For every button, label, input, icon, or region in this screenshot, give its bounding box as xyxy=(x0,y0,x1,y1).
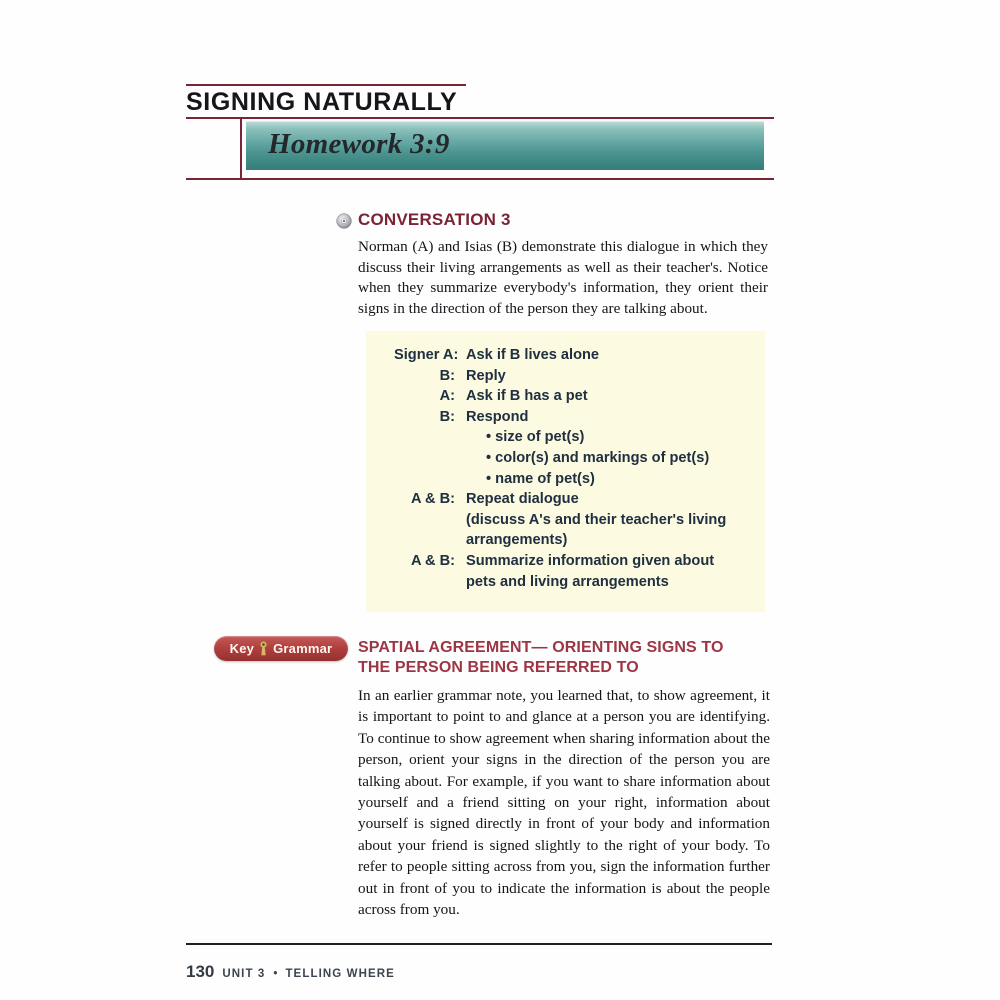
dialogue-row xyxy=(394,386,755,407)
book-brand-title: SIGNING NATURALLY xyxy=(186,88,458,116)
dialogue-row xyxy=(394,572,755,593)
grammar-note-section xyxy=(358,638,770,920)
dialogue-speaker-label xyxy=(394,530,466,551)
dialogue-row xyxy=(394,551,755,572)
dialogue-speaker-label xyxy=(394,427,466,448)
dialogue-box xyxy=(366,331,765,612)
footer-separator-dot: • xyxy=(273,968,278,980)
dialogue-row xyxy=(394,345,755,366)
dialogue-row xyxy=(394,407,755,428)
key-icon xyxy=(258,640,269,657)
dialogue-speaker-label: A & B: xyxy=(410,491,455,508)
dialogue-speaker-label: A & B: xyxy=(410,552,455,569)
dialogue-row xyxy=(394,366,755,387)
dialogue-instruction-text: Ask if B lives alone xyxy=(466,347,600,363)
grammar-heading-line-2: THE PERSON BEING REFERRED TO xyxy=(358,659,639,676)
masthead-rule-middle xyxy=(186,117,774,119)
dialogue-row xyxy=(394,469,755,490)
masthead-rule-top xyxy=(186,84,466,86)
grammar-heading xyxy=(358,638,770,678)
footer-rule xyxy=(186,943,772,945)
dialogue-list xyxy=(394,345,755,592)
conversation-intro-text: Norman (A) and Isias (B) demonstrate this dialogue in which they discuss their living arrangements as well as their teacher's. Notice when they summarize everybody's information, they orient their signs in the direction of the person they are talking about. xyxy=(358,238,768,317)
dialogue-row xyxy=(394,448,755,469)
conversation-heading xyxy=(358,210,768,234)
dialogue-speaker-label: B: xyxy=(439,367,455,384)
masthead-rule-bottom xyxy=(186,178,774,180)
conversation-title: CONVERSATION 3 xyxy=(358,210,511,229)
homework-banner xyxy=(246,121,764,170)
dialogue-speaker-label xyxy=(394,510,466,531)
footer-section-label: TELLING WHERE xyxy=(285,968,395,980)
dialogue-row xyxy=(394,510,755,531)
badge-label-grammar: Grammar xyxy=(273,641,333,656)
page-footer xyxy=(186,962,395,982)
grammar-body-text: In an earlier grammar note, you learned that, to show agreement, it is important to point to and glance at a person you are identifying. To continue to show agreement when sharing information about the person, orient your signs in the direction of the person you are talking about. For example, if you want to share information about yourself and a friend sitting on your right, information about yourself is signed directly in front of your body and information about your friend is signed slightly to the right of your body. To refer to people sitting across from you, sign the information further out in front of you to indicate the information is about the people across from you. xyxy=(358,687,770,919)
dialogue-instruction-text: Respond xyxy=(466,408,529,425)
badge-label-key: Key xyxy=(229,641,255,656)
dialogue-bullet-item: • size of pet(s) xyxy=(486,429,585,446)
dialogue-speaker-label xyxy=(394,572,466,593)
dialogue-speaker-label: Signer A: xyxy=(394,347,459,363)
conversation-section xyxy=(358,210,768,319)
homework-banner-title: Homework 3:9 xyxy=(268,128,450,160)
dialogue-instruction-text: (discuss A's and their teacher's living xyxy=(466,511,727,528)
key-grammar-badge xyxy=(214,636,348,661)
dialogue-instruction-text: pets and living arrangements xyxy=(466,573,669,590)
dialogue-speaker-label xyxy=(394,469,466,490)
dialogue-instruction-text: Summarize information given about xyxy=(466,552,715,569)
dialogue-instruction-text: Ask if B has a pet xyxy=(466,388,588,405)
dialogue-bullet-item: • color(s) and markings of pet(s) xyxy=(486,449,710,466)
cd-disc-icon xyxy=(336,213,352,229)
dialogue-row xyxy=(394,489,755,510)
dialogue-bullet-item: • name of pet(s) xyxy=(486,470,595,487)
dialogue-row xyxy=(394,530,755,551)
dialogue-speaker-label: B: xyxy=(439,408,455,425)
grammar-heading-line-1: SPATIAL AGREEMENT— ORIENTING SIGNS TO xyxy=(358,639,724,656)
dialogue-row xyxy=(394,427,755,448)
footer-page-number: 130 xyxy=(186,962,215,981)
dialogue-instruction-text: Reply xyxy=(466,367,506,384)
masthead-rule-vertical xyxy=(240,117,242,179)
footer-unit-label: UNIT 3 xyxy=(222,968,266,980)
dialogue-instruction-text: Repeat dialogue xyxy=(466,491,579,508)
dialogue-speaker-label xyxy=(394,448,466,469)
dialogue-instruction-text: arrangements) xyxy=(466,532,568,549)
dialogue-speaker-label: A: xyxy=(439,388,455,405)
